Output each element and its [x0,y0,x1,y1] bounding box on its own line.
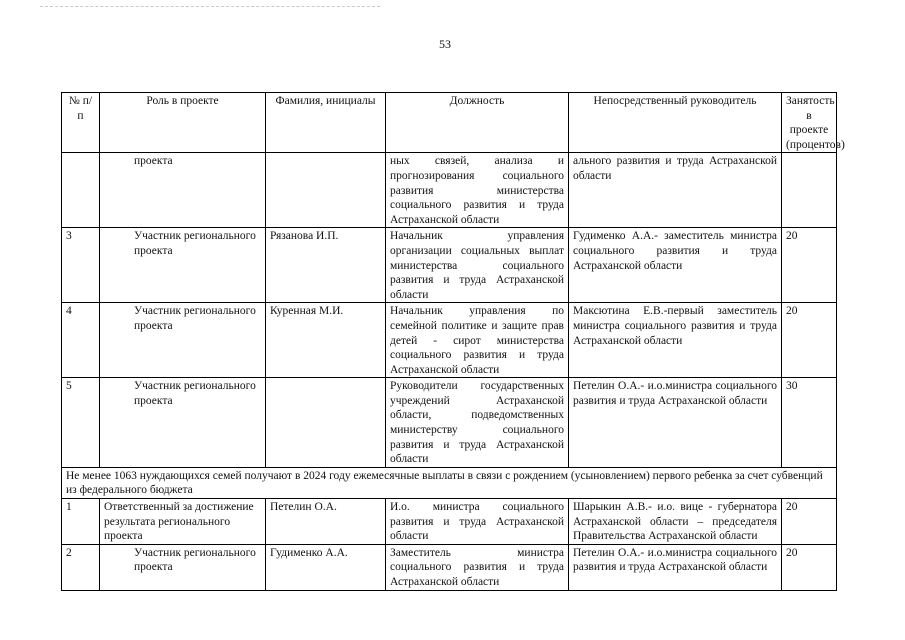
cell-name: Гудименко А.А. [266,544,386,590]
cell-name [266,153,386,228]
table-row [62,228,837,303]
header-name: Фамилия, инициалы [266,93,386,153]
cell-role: Участник регионального проекта [100,303,266,378]
cell-name: Рязанова И.П. [266,228,386,303]
header-num: № п/п [62,93,100,153]
cell-num: 1 [62,499,100,545]
cell-num: 3 [62,228,100,303]
section-title-row [62,467,837,498]
table-row [62,153,837,228]
table-header-row [62,93,837,153]
cell-num: 5 [62,378,100,468]
cell-role: Участник регионального проекта [100,378,266,468]
table-row [62,303,837,378]
page-number: 53 [439,37,451,51]
cell-supervisor: ального развития и труда Астраханской области [569,153,782,228]
cell-position: Начальник управления организации социальных выплат министерства социального развития и труда Астраханской области [386,228,569,303]
cell-role: Участник регионального проекта [100,228,266,303]
header-supervisor: Непосредственный руководитель [569,93,782,153]
header-position: Должность [386,93,569,153]
section-title: Не менее 1063 нуждающихся семей получают в 2024 году ежемесячные выплаты в связи с рождением (усыновлением) первого ребенка за счет субвенций из федерального бюджета [62,467,837,498]
cell-supervisor: Максютина Е.В.-первый заместитель министра социального развития и труда Астраханской области [569,303,782,378]
table-row [62,544,837,590]
cell-name: Куренная М.И. [266,303,386,378]
project-roles-table [61,92,845,591]
cell-employment: 30 [782,378,837,468]
table-row [62,499,837,545]
cell-employment: 20 [782,228,837,303]
cell-name: Петелин О.А. [266,499,386,545]
cell-supervisor: Шарыкин А.В.- и.о. вице - губернатора Астраханской области – председателя Правительства Астраханской области [569,499,782,545]
cell-employment: 20 [782,499,837,545]
cell-num: 4 [62,303,100,378]
cell-role: проекта [100,153,266,228]
cell-position: Заместитель министра социального развития и труда Астраханской области [386,544,569,590]
cell-role: Ответственный за достижение результата регионального проекта [100,499,266,545]
cell-employment [782,153,837,228]
cell-role: Участник регионального проекта [100,544,266,590]
cell-position: Руководители государственных учреждений Астраханской области, подведомственных министерству социального развития и труда Астраханской области [386,378,569,468]
cell-employment: 20 [782,544,837,590]
header-employment: Занятость в проекте (процентов) [782,93,837,153]
table-row [62,378,837,468]
cell-name [266,378,386,468]
cell-position: И.о. министра социального развития и труда Астраханской области [386,499,569,545]
cell-employment: 20 [782,303,837,378]
scan-artifact [40,6,380,7]
cell-position: ных связей, анализа и прогнозирования социального развития министерства социального развития и труда Астраханской области [386,153,569,228]
cell-num [62,153,100,228]
cell-position: Начальник управления по семейной политике и защите прав детей - сирот министерства социального развития и труда Астраханской области [386,303,569,378]
cell-num: 2 [62,544,100,590]
cell-supervisor: Петелин О.А.- и.о.министра социального развития и труда Астраханской области [569,544,782,590]
header-role: Роль в проекте [100,93,266,153]
cell-supervisor: Гудименко А.А.- заместитель министра социального развития и труда Астраханской области [569,228,782,303]
cell-supervisor: Петелин О.А.- и.о.министра социального развития и труда Астраханской области [569,378,782,468]
